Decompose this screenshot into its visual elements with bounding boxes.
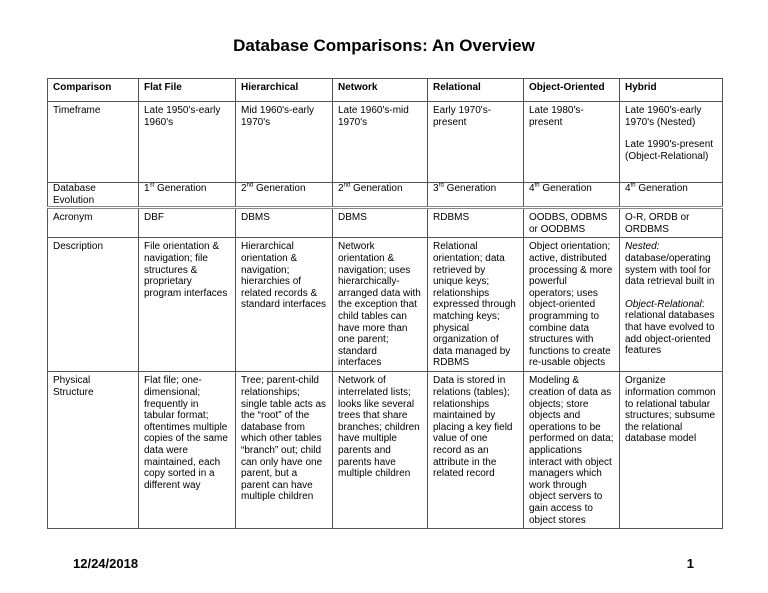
table-cell xyxy=(333,183,428,208)
table-row-evolution xyxy=(48,183,723,208)
gen-suffix: th xyxy=(630,182,636,189)
row-label: Description xyxy=(48,238,139,372)
table-cell xyxy=(524,183,620,208)
gen-number: 3 xyxy=(433,183,439,194)
table-cell xyxy=(139,183,236,208)
table-cell: Data is stored in relations (tables); relationships maintained by placing a key field value of one record as an attribute in the related record xyxy=(428,372,524,529)
page-title: Database Comparisons: An Overview xyxy=(233,36,535,55)
table-cell: DBMS xyxy=(236,208,333,238)
header-cell: Flat File xyxy=(139,79,236,102)
table-row-timeframe xyxy=(48,102,723,183)
gen-number: 2 xyxy=(241,183,247,194)
hybrid-or-timeframe: Late 1990's-present (Object-Relational) xyxy=(625,139,714,162)
table-cell: DBF xyxy=(139,208,236,238)
object-relational-description: : relational databases that have evolved to add object-oriented features xyxy=(625,298,715,357)
table-cell xyxy=(620,238,723,372)
comparison-table xyxy=(47,78,723,529)
table-cell: Hierarchical orientation & navigation; hierarchies of related records & standard interfaces xyxy=(236,238,333,372)
table-cell: Network orientation & navigation; uses hierarchically-arranged data with the exception that child tables can have more than one parent; standard interfaces xyxy=(333,238,428,372)
header-cell: Object-Oriented xyxy=(524,79,620,102)
hybrid-nested-timeframe: Late 1960's-early 1970's (Nested) xyxy=(625,105,702,128)
row-label: Physical Structure xyxy=(48,372,139,529)
row-label: Timeframe xyxy=(48,102,139,183)
table-cell: Modeling & creation of data as objects; store objects and operations to be performed on data; applications interact with object managers which work through object servers to gain access to object stores xyxy=(524,372,620,529)
gen-label: Generation xyxy=(635,183,688,194)
header-row xyxy=(48,79,723,102)
page-number: 1 xyxy=(686,556,694,571)
gen-label: Generation xyxy=(350,183,403,194)
gen-suffix: st xyxy=(149,182,155,189)
row-label: Database Evolution xyxy=(48,183,139,208)
table-cell: Early 1970's-present xyxy=(428,102,524,183)
table-cell: O-R, ORDB or ORDBMS xyxy=(620,208,723,238)
table-cell xyxy=(620,183,723,208)
gen-number: 4 xyxy=(625,183,631,194)
gen-number: 2 xyxy=(338,183,344,194)
gen-suffix: rd xyxy=(438,182,444,189)
table-cell: Object orientation; active, distributed processing & more powerful operators; uses object-oriented programming to combine data structures with functions to create re-usable objects xyxy=(524,238,620,372)
gen-label: Generation xyxy=(539,183,592,194)
object-relational-label: Object-Relational xyxy=(625,298,702,310)
gen-label: Generation xyxy=(443,183,497,194)
table-cell: DBMS xyxy=(333,208,428,238)
footer-date: 12/24/2018 xyxy=(73,556,139,571)
gen-number: 4 xyxy=(529,183,535,194)
table-cell: Late 1960's-mid 1970's xyxy=(333,102,428,183)
table-row-physical-structure xyxy=(48,372,723,529)
header-cell: Relational xyxy=(428,79,524,102)
gen-label: Generation xyxy=(253,183,306,194)
table-cell: Flat file; one-dimensional; frequently in tabular format; oftentimes multiple copies of the same data were maintained, each copy sorted in a different way xyxy=(139,372,236,529)
table-row-description xyxy=(48,238,723,372)
table-cell: Mid 1960's-early 1970's xyxy=(236,102,333,183)
header-cell: Network xyxy=(333,79,428,102)
row-label: Acronym xyxy=(48,208,139,238)
header-cell: Comparison xyxy=(48,79,139,102)
header-cell: Hybrid xyxy=(620,79,723,102)
table-cell xyxy=(620,102,723,183)
gen-suffix: nd xyxy=(246,182,254,189)
table-cell xyxy=(428,183,524,208)
table-cell: Tree; parent-child relationships; single table acts as the “root” of the database from which other tables “branch” out; child can only have one parent, but a parent can have multiple children xyxy=(236,372,333,529)
table-cell: Network of interrelated lists; looks like several trees that share branches; children have multiple parents and parents have multiple children xyxy=(333,372,428,529)
table-cell: Organize information common to relational tabular structures; subsume the relational database model xyxy=(620,372,723,529)
table-row-acronym xyxy=(48,208,723,238)
header-cell: Hierarchical xyxy=(236,79,333,102)
table-cell: Late 1980's-present xyxy=(524,102,620,183)
gen-suffix: th xyxy=(534,182,540,189)
table-cell: Relational orientation; data retrieved by unique keys; relationships expressed through matching keys; physical organization of data managed by RDBMS xyxy=(428,238,524,372)
table-cell: OODBS, ODBMS or OODBMS xyxy=(524,208,620,238)
gen-number: 1 xyxy=(144,183,150,194)
gen-suffix: nd xyxy=(343,182,351,189)
table-cell: Late 1950's-early 1960's xyxy=(139,102,236,183)
nested-label: Nested: xyxy=(625,241,660,253)
gen-label: Generation xyxy=(154,183,207,194)
nested-description: database/operating system with tool for data retrieval built in xyxy=(625,252,715,288)
table-cell: File orientation & navigation; file structures & proprietary program interfaces xyxy=(139,238,236,372)
table-cell: RDBMS xyxy=(428,208,524,238)
table-cell xyxy=(236,183,333,208)
